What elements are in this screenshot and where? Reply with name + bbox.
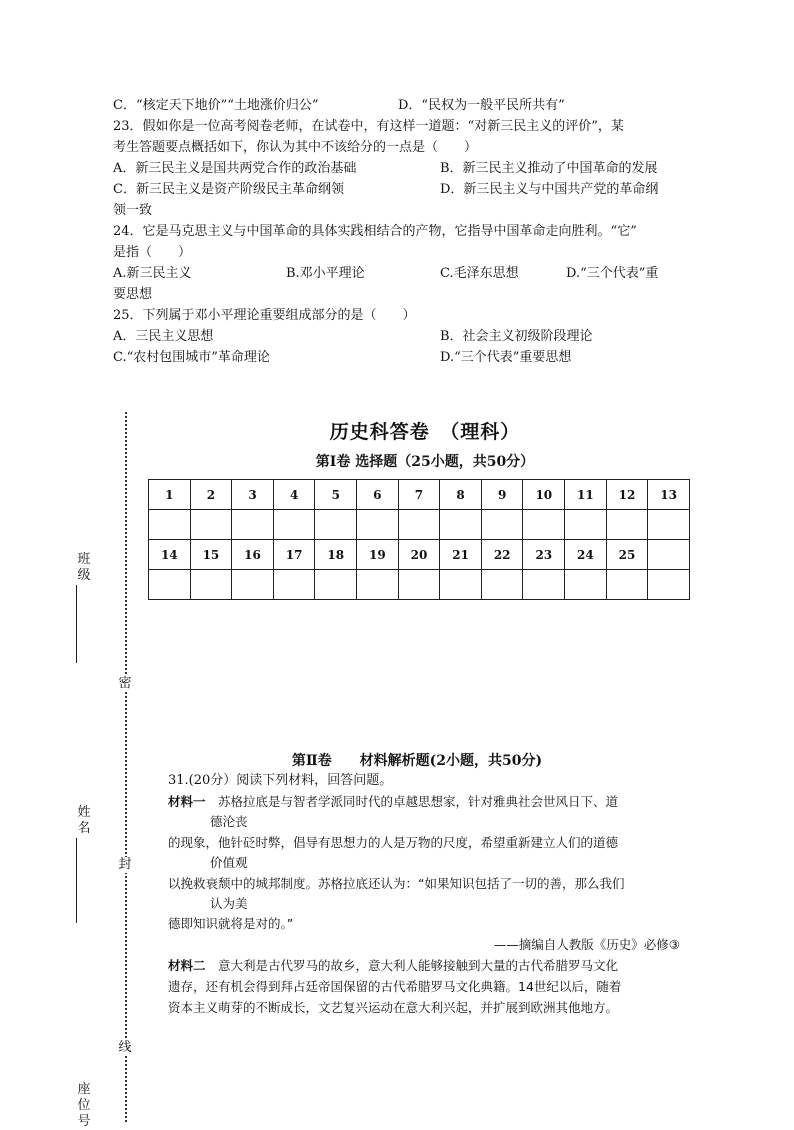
answer-cell[interactable] [565, 510, 607, 540]
q24-stem-line2: 是指（ ） [113, 245, 192, 260]
answer-cell[interactable] [149, 570, 191, 600]
q24-option-d: D.“三个代表”重 [566, 266, 659, 281]
answer-cell[interactable] [440, 570, 482, 600]
part2-title: 第Ⅱ卷 材料解析题(2小题，共50分) [291, 753, 543, 769]
answer-sheet-title: 历史科答卷 （理科） [329, 421, 521, 443]
question-number-cell: 16 [232, 540, 274, 570]
q23-option-a: A．新三民主义是国共两党合作的政治基础 [113, 161, 357, 176]
answer-cell[interactable] [190, 570, 232, 600]
question-number-cell: 19 [357, 540, 399, 570]
q25-option-a: A．三民主义思想 [113, 329, 214, 344]
class-write-line[interactable] [76, 585, 77, 663]
answer-cell[interactable] [232, 510, 274, 540]
material1-line2: 的现象，他针砭时弊，倡导有思想力的人是万物的尺度，希望重新建立人们的道德 [168, 835, 619, 850]
answer-cell[interactable] [357, 570, 399, 600]
question-number-cell: 24 [565, 540, 607, 570]
q25-option-c: C.“农村包围城市”革命理论 [113, 350, 270, 365]
material1-line1 [168, 792, 618, 812]
material2-line2: 遗存，还有机会得到拜占廷帝国保留的古代希腊罗马文化典籍。14世纪以后，随着 [168, 979, 622, 994]
question-number-cell: 11 [565, 480, 607, 510]
answer-cell[interactable] [648, 570, 690, 600]
q24-stem-line1: 24．它是马克思主义与中国革命的具体实践相结合的产物，它指导中国革命走向胜利。“它” [113, 224, 637, 239]
q24-option-d-continued: 要思想 [113, 287, 153, 302]
question-number-cell: 5 [315, 480, 357, 510]
question-number-cell: 3 [232, 480, 274, 510]
answer-cell[interactable] [606, 510, 648, 540]
question-number-cell: 13 [648, 480, 690, 510]
question-number-cell: 23 [523, 540, 565, 570]
material1-line2-wrap: 价值观 [210, 855, 248, 870]
material1-source: ——摘编自人教版《历史》必修③ [493, 937, 680, 952]
question-number-cell: 2 [190, 480, 232, 510]
answer-cell[interactable] [273, 570, 315, 600]
seat-label: 座位号 [77, 1082, 91, 1129]
answer-input-row-2 [149, 570, 690, 600]
q23-option-b: B．新三民主义推动了中国革命的发展 [440, 161, 658, 176]
answer-cell[interactable] [398, 510, 440, 540]
q22-option-d: D．“民权为一般平民所共有” [398, 98, 565, 113]
name-label: 姓名 [77, 805, 91, 836]
question-number-cell: 18 [315, 540, 357, 570]
answer-grid [148, 479, 690, 600]
class-label: 班级 [77, 552, 91, 583]
question-number-cell: 22 [481, 540, 523, 570]
material2-label: 材料二 [168, 958, 206, 973]
q25-option-b: B．社会主义初级阶段理论 [440, 329, 593, 344]
seal-char-xian: 线 [118, 1040, 132, 1055]
name-write-line[interactable] [76, 838, 77, 923]
question-number-cell: 7 [398, 480, 440, 510]
material1-text-1: 苏格拉底是与智者学派同时代的卓越思想家，针对雅典社会世风日下、道 [218, 794, 619, 809]
question-number-cell: 17 [273, 540, 315, 570]
q24-option-c: C.毛泽东思想 [440, 266, 519, 281]
q23-stem-line2: 考生答题要点概括如下，你认为其中不该给分的一点是（ ） [113, 140, 478, 155]
answer-cell[interactable] [232, 570, 274, 600]
question-number-cell [648, 540, 690, 570]
question-number-cell: 4 [273, 480, 315, 510]
answer-cell[interactable] [440, 510, 482, 540]
question-number-cell: 14 [149, 540, 191, 570]
material1-line4: 德即知识就将是对的。” [168, 916, 294, 931]
answer-number-row-2 [149, 540, 690, 570]
answer-cell[interactable] [565, 570, 607, 600]
answer-cell[interactable] [149, 510, 191, 540]
question-number-cell: 21 [440, 540, 482, 570]
q31-stem: 31.(20分）阅读下列材料，回答问题。 [168, 773, 393, 788]
q23-option-d-continued: 领一致 [113, 203, 153, 218]
q23-option-c: C．新三民主义是资产阶级民主革命纲领 [113, 182, 344, 197]
answer-number-row-1 [149, 480, 690, 510]
question-number-cell: 10 [523, 480, 565, 510]
material1-line3-wrap: 认为美 [210, 896, 248, 911]
question-number-cell: 8 [440, 480, 482, 510]
answer-cell[interactable] [357, 510, 399, 540]
q23-stem-line1: 23．假如你是一位高考阅卷老师，在试卷中，有这样一道题：“对新三民主义的评价”，某 [113, 119, 624, 134]
question-number-cell: 15 [190, 540, 232, 570]
answer-cell[interactable] [523, 570, 565, 600]
q23-option-d: D．新三民主义与中国共产党的革命纲 [440, 182, 659, 197]
material1-line1-wrap: 德沦丧 [210, 814, 248, 829]
answer-cell[interactable] [481, 570, 523, 600]
material1-label: 材料一 [168, 794, 206, 809]
answer-cell[interactable] [190, 510, 232, 540]
part1-title: 第Ⅰ卷 选择题（25小题，共50分） [315, 454, 535, 470]
material2-text-1: 意大利是古代罗马的故乡，意大利人能够接触到大量的古代希腊罗马文化 [218, 958, 619, 973]
question-number-cell: 25 [606, 540, 648, 570]
q24-option-b: B.邓小平理论 [286, 266, 365, 281]
q22-option-c: C．“核定天下地价”“土地涨价归公” [113, 98, 319, 113]
question-number-cell: 1 [149, 480, 191, 510]
question-number-cell: 6 [357, 480, 399, 510]
question-number-cell: 20 [398, 540, 440, 570]
answer-cell[interactable] [606, 570, 648, 600]
answer-cell[interactable] [481, 510, 523, 540]
answer-cell[interactable] [273, 510, 315, 540]
seal-char-feng: 封 [118, 857, 132, 872]
answer-cell[interactable] [315, 570, 357, 600]
q25-option-d: D.“三个代表”重要思想 [440, 350, 572, 365]
q25-stem: 25．下列属于邓小平理论重要组成部分的是（ ） [113, 308, 416, 323]
answer-cell[interactable] [398, 570, 440, 600]
answer-cell[interactable] [648, 510, 690, 540]
material2-line1 [168, 956, 618, 976]
seal-char-mi: 密 [118, 676, 132, 691]
answer-input-row-1 [149, 510, 690, 540]
question-number-cell: 12 [606, 480, 648, 510]
answer-cell[interactable] [523, 510, 565, 540]
question-number-cell: 9 [481, 480, 523, 510]
material1-line3: 以挽救衰颓中的城邦制度。苏格拉底还认为：“如果知识包括了一切的善，那么我们 [168, 876, 625, 891]
material2-line3: 资本主义萌芽的不断成长，文艺复兴运动在意大利兴起，并扩展到欧洲其他地方。 [168, 1000, 619, 1015]
answer-cell[interactable] [315, 510, 357, 540]
q24-option-a: A.新三民主义 [113, 266, 192, 281]
